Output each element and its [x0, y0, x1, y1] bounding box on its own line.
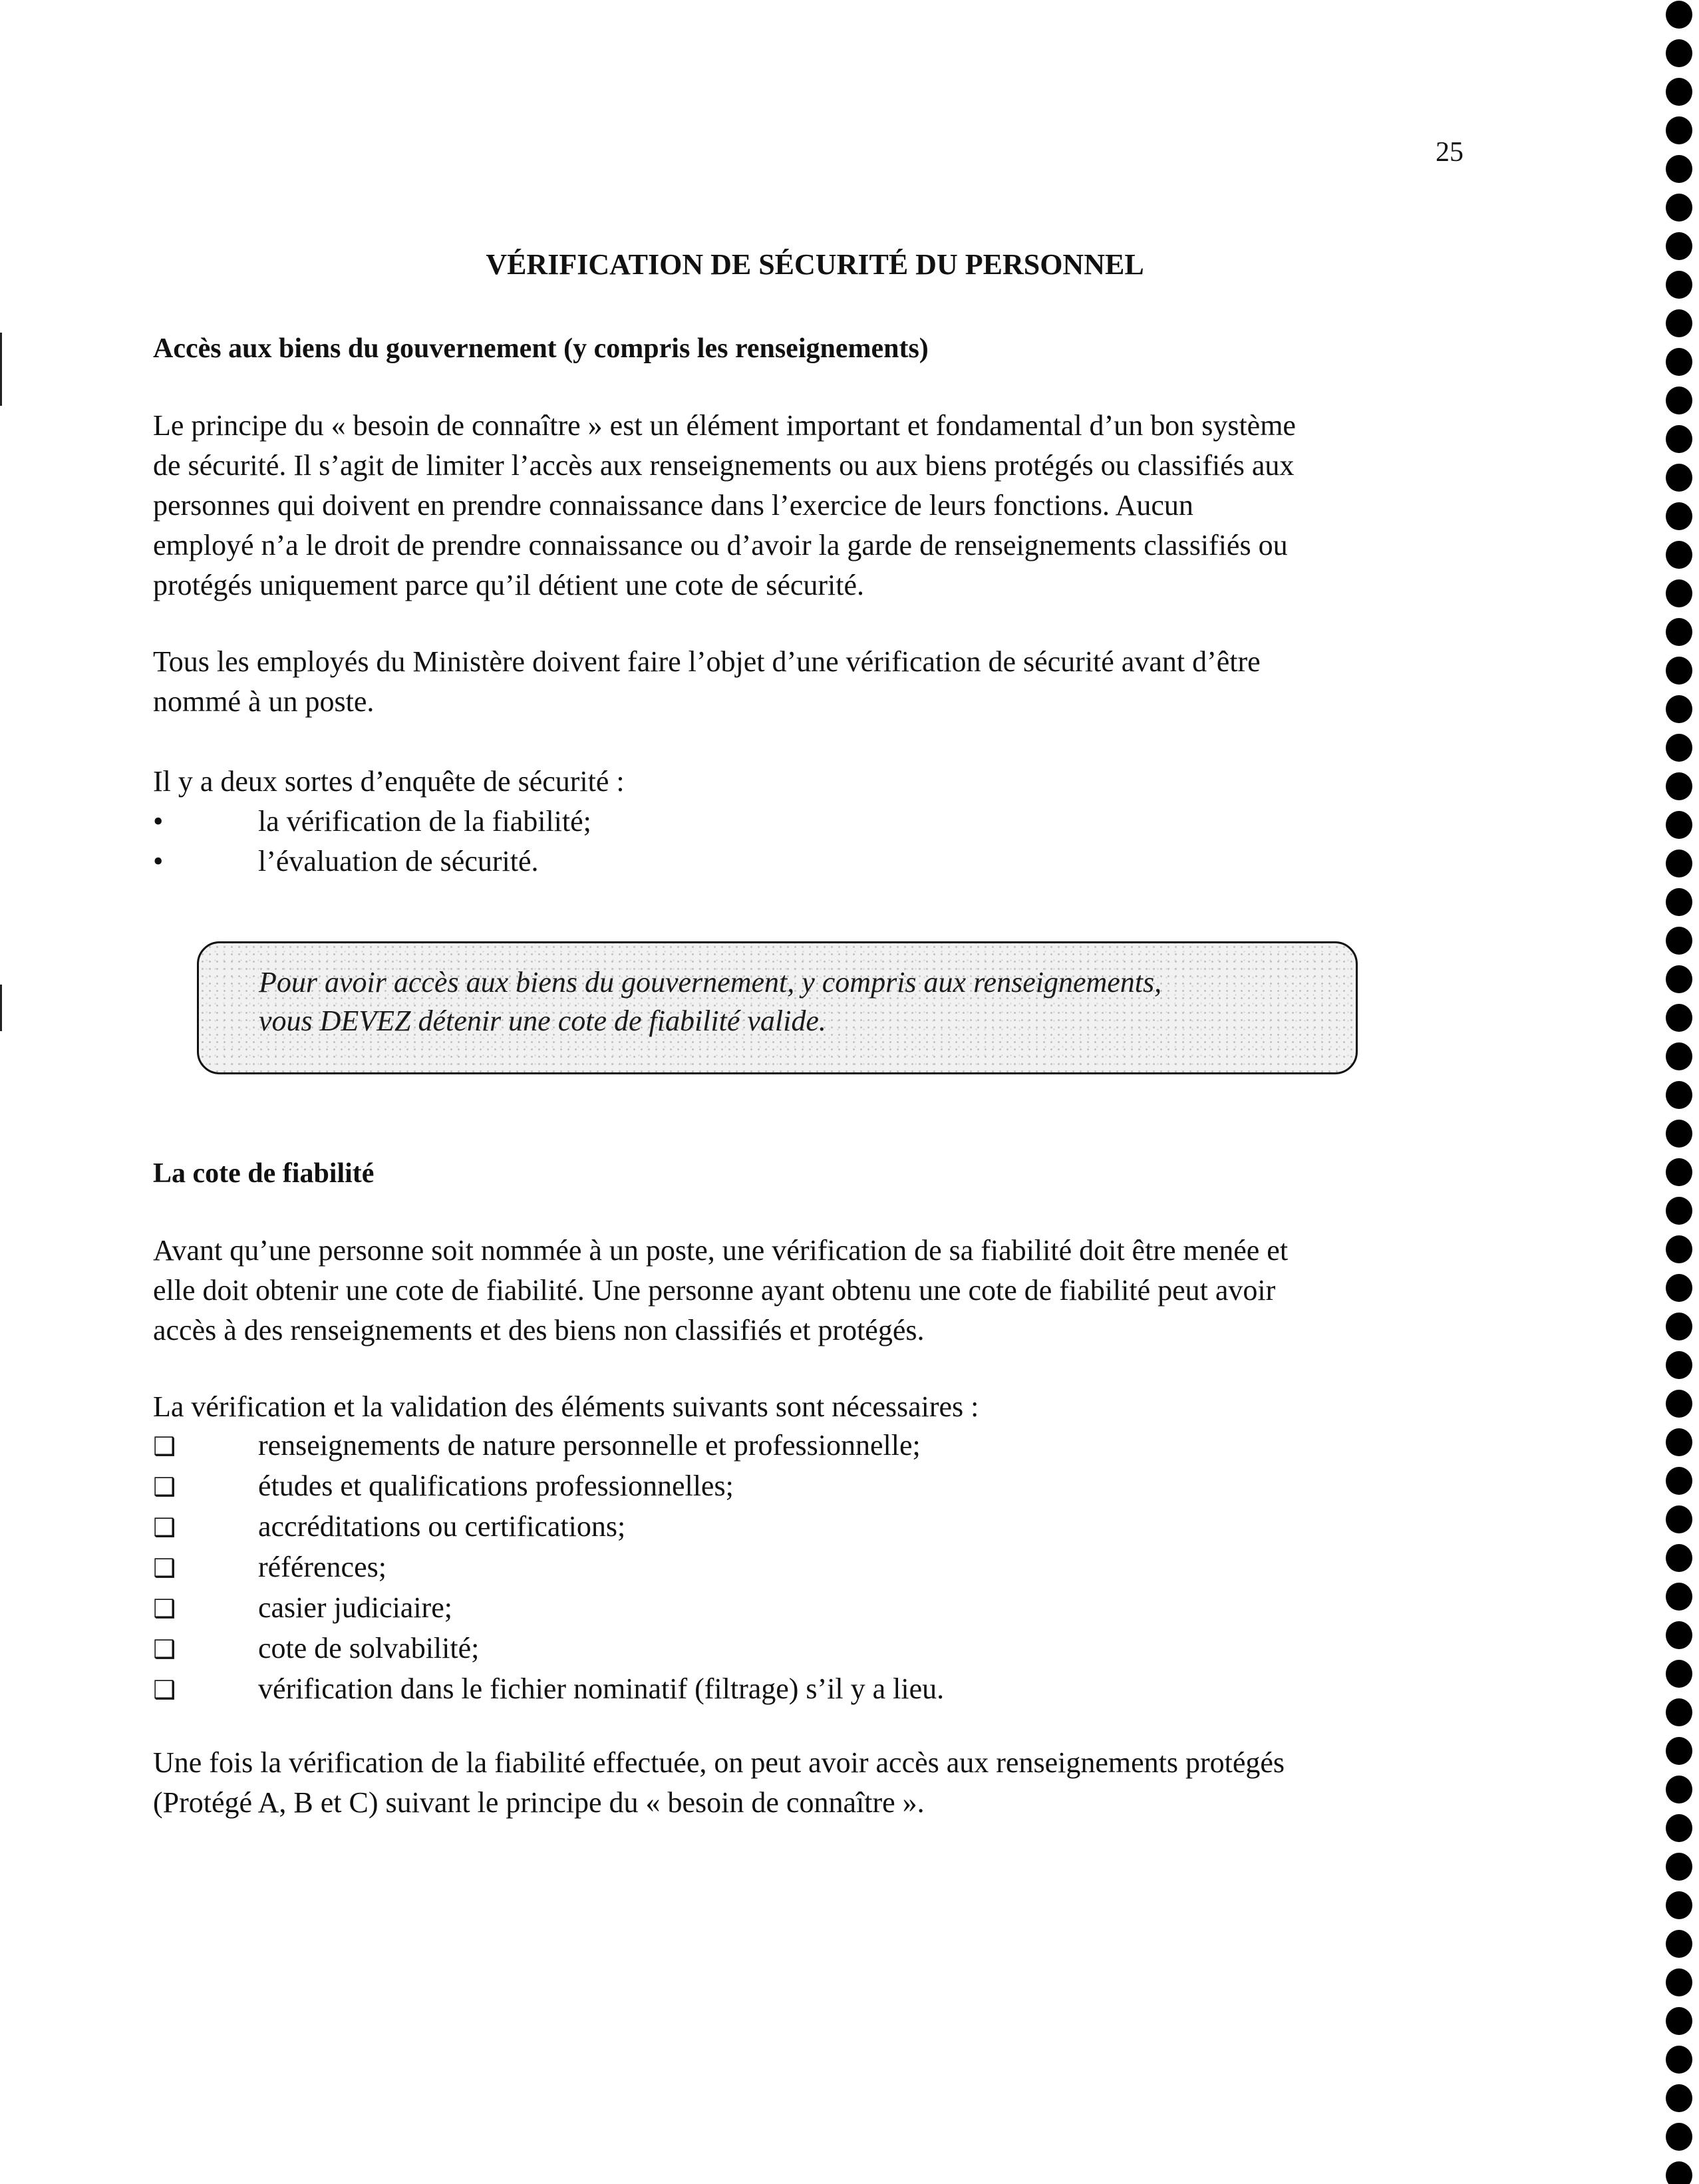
binding-hole	[1666, 657, 1692, 685]
paragraph-validation-required: La vérification et la validation des éléments suivants sont nécessaires :	[153, 1390, 979, 1423]
binding-hole	[1666, 1467, 1692, 1495]
scan-edge-mark	[0, 333, 2, 406]
checkbox-icon: ❑	[153, 1675, 176, 1704]
checklist-item-text: accréditations ou certifications;	[258, 1510, 626, 1543]
binding-hole	[1666, 1891, 1692, 1919]
binding-hole	[1666, 2084, 1692, 2112]
checklist-item-text: renseignements de nature personnelle et professionnelle;	[258, 1429, 921, 1462]
binding-hole	[1666, 1660, 1692, 1688]
checkbox-icon: ❑	[153, 1594, 176, 1623]
binding-hole	[1666, 1776, 1692, 1803]
paragraph-two-kinds: Il y a deux sortes d’enquête de sécurité :	[153, 765, 625, 798]
binding-hole	[1666, 1814, 1692, 1842]
binding-hole	[1666, 1621, 1692, 1649]
binding-hole	[1666, 2123, 1692, 2151]
text-line: personnes qui doivent en prendre connaissance dans l’exercice de leurs fonctions. Aucun	[153, 489, 1193, 522]
binding-hole	[1666, 1968, 1692, 1996]
binding-hole	[1666, 1081, 1692, 1109]
binding-hole	[1666, 1583, 1692, 1611]
binding-hole	[1666, 1351, 1692, 1379]
section-heading-reliability: La cote de fiabilité	[153, 1158, 375, 1189]
binding-hole	[1666, 309, 1692, 337]
checklist-item-text: casier judiciaire;	[258, 1591, 452, 1624]
binding-hole	[1666, 1390, 1692, 1418]
binding-hole	[1666, 1004, 1692, 1032]
binding-hole	[1666, 772, 1692, 800]
binding-hole	[1666, 734, 1692, 762]
text-line: protégés uniquement parce qu’il détient une cote de sécurité.	[153, 569, 865, 601]
binding-hole	[1666, 541, 1692, 569]
list-item-text: la vérification de la fiabilité;	[258, 805, 591, 838]
checkbox-icon: ❑	[153, 1472, 176, 1501]
binding-hole	[1666, 1, 1692, 29]
binding-hole	[1666, 579, 1692, 607]
binding-hole	[1666, 155, 1692, 183]
binding-hole	[1666, 618, 1692, 646]
binding-hole	[1666, 1274, 1692, 1302]
binding-hole	[1666, 927, 1692, 955]
paragraph-once-verified	[153, 1743, 1483, 1823]
checklist-item	[153, 1669, 944, 1710]
text-line: Pour avoir accès aux biens du gouvernement, y compris aux renseignements,	[259, 966, 1162, 999]
checklist-item-text: cote de solvabilité;	[258, 1632, 480, 1664]
text-line: Avant qu’une personne soit nommée à un poste, une vérification de sa fiabilité doit être menée et	[153, 1234, 1289, 1267]
binding-hole	[1666, 1544, 1692, 1572]
bullet-icon: •	[153, 845, 164, 877]
binding-hole	[1666, 811, 1692, 839]
text-line: Une fois la vérification de la fiabilité effectuée, on peut avoir accès aux renseignements protégés	[153, 1746, 1285, 1779]
binding-hole	[1666, 271, 1692, 299]
binding-hole	[1666, 1853, 1692, 1881]
checklist-item-text: vérification dans le fichier nominatif (filtrage) s’il y a lieu.	[258, 1672, 945, 1705]
validation-checklist	[153, 1426, 944, 1710]
checkbox-icon: ❑	[153, 1553, 176, 1583]
binding-hole	[1666, 1505, 1692, 1533]
paragraph-need-to-know	[153, 406, 1483, 605]
text-line: (Protégé A, B et C) suivant le principe du « besoin de connaître ».	[153, 1786, 925, 1819]
checkbox-icon: ❑	[153, 1513, 176, 1542]
binding-hole	[1666, 965, 1692, 993]
callout-text	[259, 963, 1161, 1040]
binding-holes-graphic	[1663, 0, 1699, 2184]
paragraph-before-appointment	[153, 1231, 1483, 1350]
binding-hole	[1666, 502, 1692, 530]
binding-hole	[1666, 695, 1692, 723]
binding-hole	[1666, 1737, 1692, 1765]
list-item	[153, 802, 591, 842]
page-number: 25	[1436, 137, 1464, 168]
text-line: Tous les employés du Ministère doivent faire l’objet d’une vérification de sécurité avant d’être	[153, 645, 1261, 678]
binding-hole	[1666, 387, 1692, 414]
checklist-item	[153, 1466, 944, 1507]
paragraph-all-employees	[153, 642, 1483, 722]
binding-hole	[1666, 232, 1692, 260]
checklist-item-text: études et qualifications professionnelles;	[258, 1470, 734, 1502]
binding-hole	[1666, 1698, 1692, 1726]
binding-hole	[1666, 194, 1692, 222]
text-line: vous DEVEZ détenir une cote de fiabilité valide.	[259, 1005, 826, 1037]
binding-hole	[1666, 1197, 1692, 1225]
binding-hole	[1666, 2007, 1692, 2035]
enquiry-types-list	[153, 802, 591, 881]
checklist-item	[153, 1426, 944, 1466]
binding-hole	[1666, 888, 1692, 916]
bullet-icon: •	[153, 805, 164, 838]
checklist-item	[153, 1588, 944, 1629]
binding-hole	[1666, 1042, 1692, 1070]
reliability-notice-callout	[197, 941, 1358, 1074]
scan-edge-mark	[0, 985, 2, 1031]
binding-hole	[1666, 2161, 1692, 2184]
binding-hole	[1666, 1158, 1692, 1186]
binding-hole	[1666, 1120, 1692, 1148]
binding-hole	[1666, 2046, 1692, 2074]
text-line: Le principe du « besoin de connaître » est un élément important et fondamental d’un bon système	[153, 409, 1296, 442]
binding-hole	[1666, 116, 1692, 144]
checkbox-icon: ❑	[153, 1635, 176, 1664]
list-item	[153, 842, 591, 881]
section-heading-access: Accès aux biens du gouvernement (y compris les renseignements)	[153, 333, 929, 364]
checklist-item	[153, 1547, 944, 1588]
binding-hole	[1666, 1235, 1692, 1263]
binding-hole	[1666, 1313, 1692, 1340]
list-item-text: l’évaluation de sécurité.	[258, 845, 539, 877]
spiral-binding-holes	[1663, 0, 1699, 2184]
text-line: elle doit obtenir une cote de fiabilité. Une personne ayant obtenu une cote de fiabilité peut avoir	[153, 1274, 1276, 1307]
binding-hole	[1666, 348, 1692, 376]
binding-hole	[1666, 464, 1692, 492]
page-title: VÉRIFICATION DE SÉCURITÉ DU PERSONNEL	[486, 248, 1144, 281]
text-line: accès à des renseignements et des biens non classifiés et protégés.	[153, 1314, 925, 1346]
checklist-item	[153, 1507, 944, 1547]
text-line: nommé à un poste.	[153, 685, 375, 718]
text-line: employé n’a le droit de prendre connaissance ou d’avoir la garde de renseignements classifiés ou	[153, 529, 1288, 561]
checklist-item	[153, 1629, 944, 1669]
binding-hole	[1666, 425, 1692, 453]
binding-hole	[1666, 1428, 1692, 1456]
binding-hole	[1666, 1930, 1692, 1958]
binding-hole	[1666, 850, 1692, 877]
binding-hole	[1666, 39, 1692, 67]
binding-hole	[1666, 78, 1692, 106]
checklist-item-text: références;	[258, 1551, 386, 1583]
checkbox-icon: ❑	[153, 1432, 176, 1461]
text-line: de sécurité. Il s’agit de limiter l’accès aux renseignements ou aux biens protégés ou classifiés aux	[153, 449, 1295, 482]
